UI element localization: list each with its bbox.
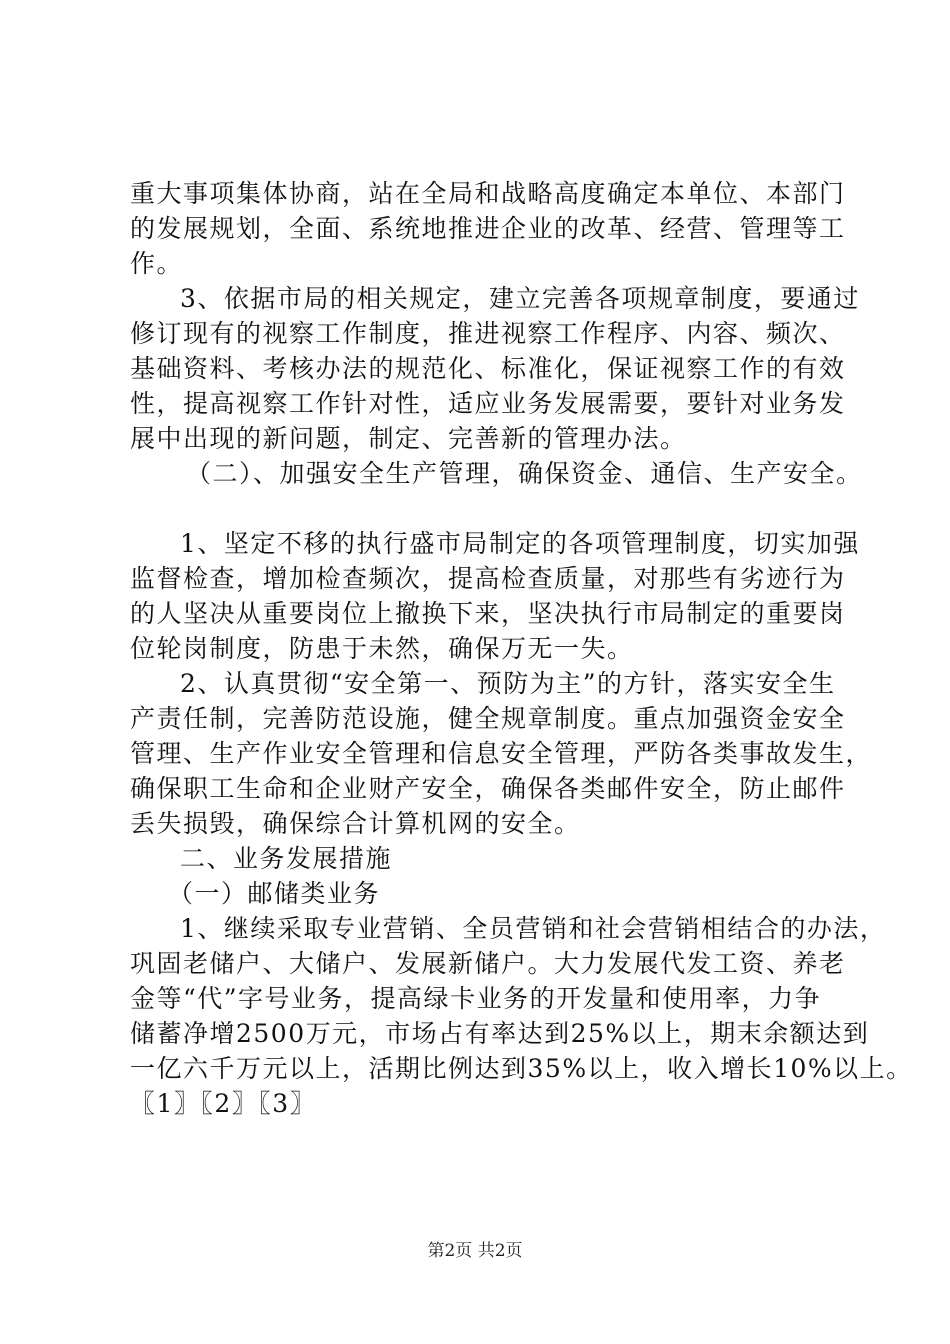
- paragraph-line: 位轮岗制度，防患于未然，确保万无一失。: [130, 634, 634, 663]
- subsection-heading: （一）邮储类业务: [168, 879, 381, 908]
- section-heading: 二、业务发展措施: [180, 844, 393, 873]
- paragraph-line: 确保职工生命和企业财产安全，确保各类邮件安全，防止邮件: [130, 774, 846, 803]
- paragraph-line: 2、认真贯彻“安全第一、预防为主”的方针，落实安全生: [180, 669, 836, 698]
- page-footer: 第2页 共2页: [427, 1241, 523, 1261]
- paragraph-line: 管理、生产作业安全管理和信息安全管理，严防各类事故发生，: [130, 739, 873, 768]
- paragraph-line: 的人坚决从重要岗位上撤换下来，坚决执行市局制定的重要岗: [130, 599, 846, 628]
- paragraph-line: 监督检查，增加检查频次，提高检查质量，对那些有劣迹行为: [130, 564, 846, 593]
- paragraph-line: 储蓄净增2500万元，市场占有率达到25%以上，期末余额达到: [130, 1019, 870, 1048]
- paragraph-line: 3、依据市局的相关规定，建立完善各项规章制度，要通过: [180, 284, 860, 313]
- paragraph-line: 1、继续采取专业营销、全员营销和社会营销相结合的办法，: [180, 914, 887, 943]
- paragraph-line: 重大事项集体协商，站在全局和战略高度确定本单位、本部门: [130, 179, 846, 208]
- paragraph-line: 一亿六千万元以上，活期比例达到35%以上，收入增长10%以上。: [130, 1054, 913, 1083]
- section-heading: （二）、加强安全生产管理，确保资金、通信、生产安全。: [186, 459, 863, 488]
- paragraph-line: 金等“代”字号业务，提高绿卡业务的开发量和使用率，力争: [130, 984, 822, 1013]
- paragraph-line: 的发展规划，全面、系统地推进企业的改革、经营、管理等工: [130, 214, 846, 243]
- document-body: [130, 176, 913, 1121]
- paragraph-line: 巩固老储户、大储户、发展新储户。大力发展代发工资、养老: [130, 949, 846, 978]
- paragraph-line: 性，提高视察工作针对性，适应业务发展需要，要针对业务发: [130, 389, 846, 418]
- reference-links[interactable]: 〖1〗〖2〗〖3〗: [130, 1089, 317, 1118]
- blank-line: [130, 491, 830, 526]
- paragraph-line: 1、坚定不移的执行盛市局制定的各项管理制度，切实加强: [180, 529, 860, 558]
- paragraph-line: 基础资料、考核办法的规范化、标准化，保证视察工作的有效: [130, 354, 846, 383]
- paragraph-line: 作。: [130, 249, 184, 278]
- paragraph-line: 丢失损毁，确保综合计算机网的安全。: [130, 809, 581, 838]
- paragraph-line: 展中出现的新问题，制定、完善新的管理办法。: [130, 424, 687, 453]
- paragraph-line: 修订现有的视察工作制度，推进视察工作程序、内容、频次、: [130, 319, 846, 348]
- paragraph-line: 产责任制，完善防范设施，健全规章制度。重点加强资金安全: [130, 704, 846, 733]
